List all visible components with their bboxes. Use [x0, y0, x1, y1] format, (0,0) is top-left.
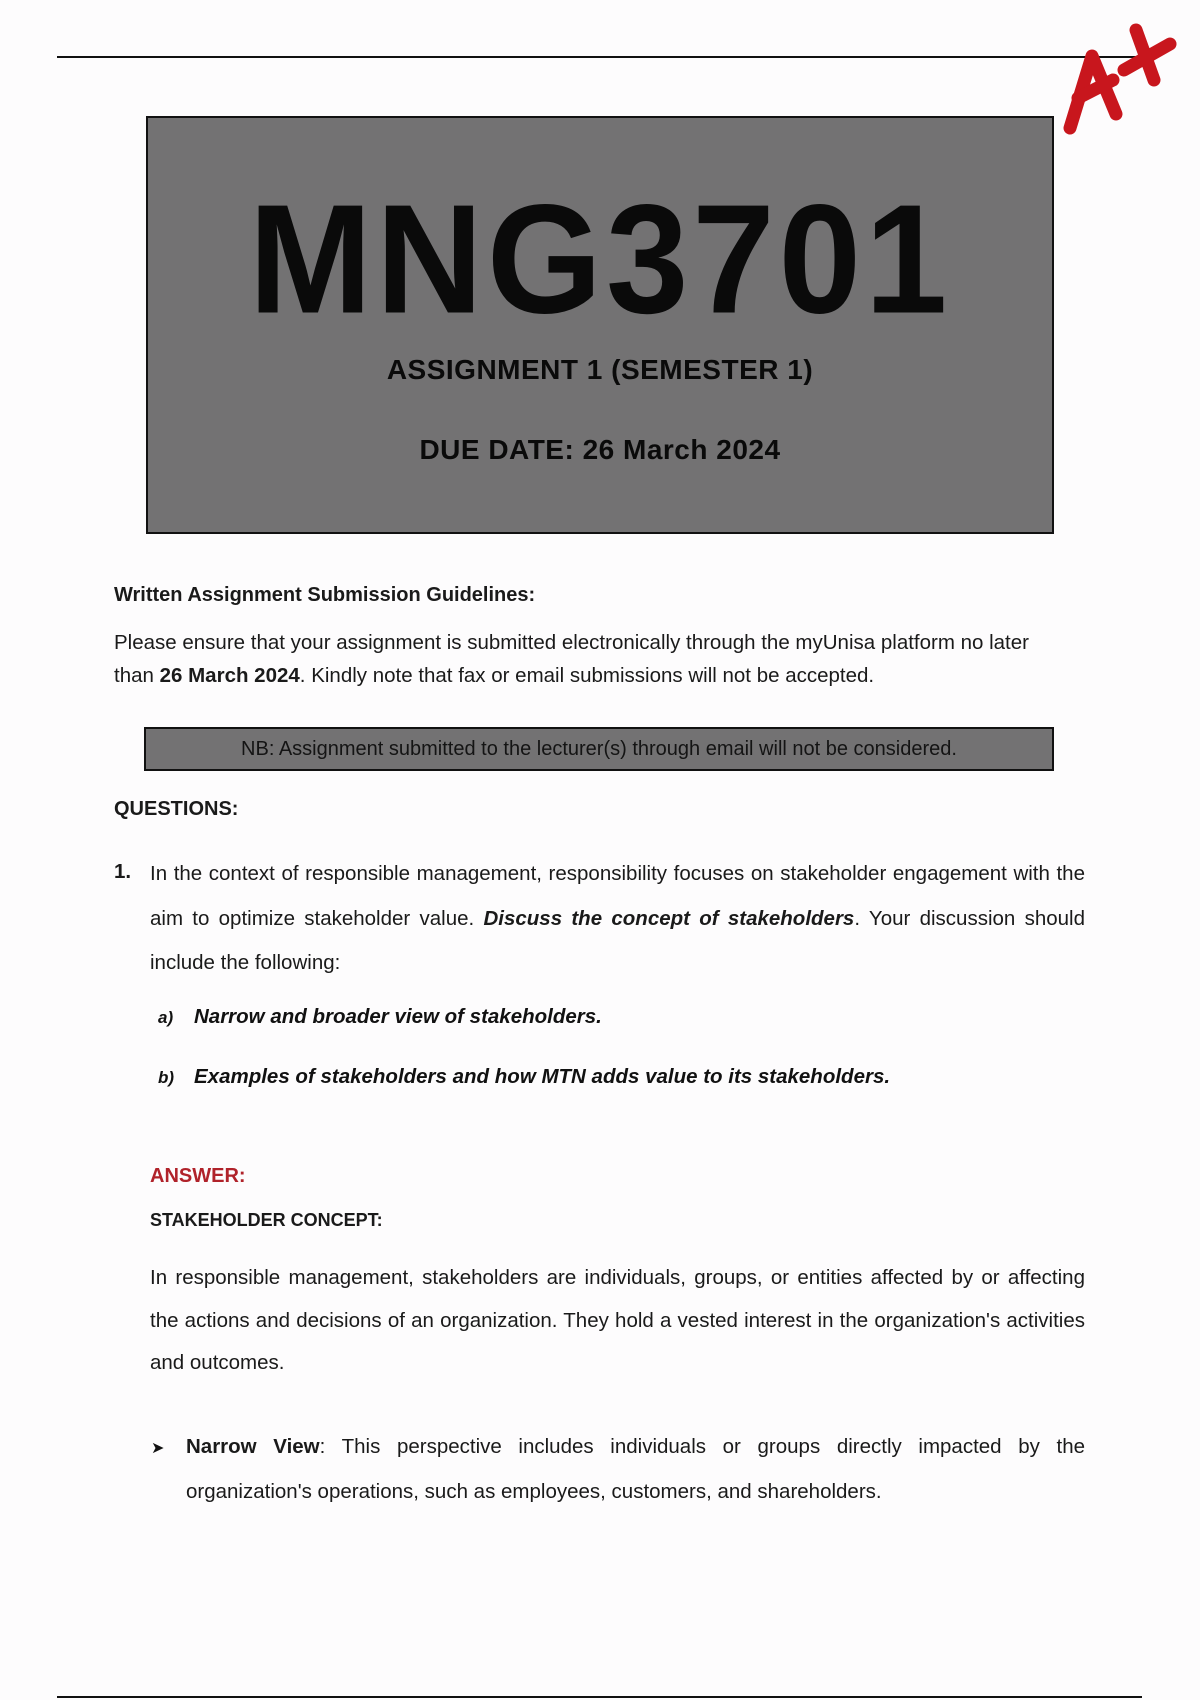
guidelines-body: [114, 626, 1074, 692]
course-code: MNG3701: [248, 172, 952, 347]
sub-question-a: [158, 1005, 602, 1029]
sub-question-b-label: b): [158, 1068, 175, 1087]
bottom-rule: [57, 1696, 1142, 1698]
top-rule: [57, 56, 1142, 58]
assignment-title: ASSIGNMENT 1 (SEMESTER 1): [386, 354, 814, 385]
answer-label: ANSWER:: [150, 1165, 246, 1187]
concept-body: In responsible management, stakeholders are individuals, groups, or entities affected by or affecting the actions and decisions of an organization. They hold a vested interest in the organization's activities and outcomes.: [150, 1266, 1085, 1374]
bullet-text: : This perspective includes individuals or groups directly impacted by the organization's operations, such as employees, customers, and shareholders.: [186, 1435, 1086, 1503]
question-text: [150, 852, 1085, 986]
guidelines-text-end: . Kindly note that fax or email submissions will not be accepted.: [299, 664, 875, 687]
questions-title: QUESTIONS:: [114, 798, 239, 820]
guidelines-title: Written Assignment Submission Guidelines:: [114, 584, 536, 606]
sub-question-a-label: a): [158, 1008, 174, 1027]
sub-question-a-text: Narrow and broader view of stakeholders.: [194, 1005, 602, 1028]
cover-block: [146, 116, 1054, 534]
due-date: DUE DATE: 26 March 2024: [419, 434, 781, 465]
grade-stamp: [1058, 18, 1188, 138]
question-text-end: . Your discussion should include the following:: [150, 906, 1085, 974]
question-emphasis: Discuss the concept of stakeholders: [483, 906, 855, 930]
guidelines-date: 26 March 2024: [159, 664, 300, 687]
sub-question-b: [158, 1065, 890, 1089]
bullet-term: Narrow View: [186, 1435, 320, 1458]
arrow-bullet-icon: ➤: [151, 1440, 165, 1457]
sub-question-b-text: Examples of stakeholders and how MTN adds value to its stakeholders.: [194, 1065, 891, 1088]
guidelines-text: Please ensure that your assignment is submitted electronically through the myUnisa platform no later than: [114, 631, 1029, 687]
question-number: 1.: [114, 860, 132, 883]
nb-notice: NB: Assignment submitted to the lecturer(s) through email will not be considered.: [144, 727, 1054, 771]
question-text-start: In the context of responsible management, responsibility focuses on stakeholder engagement with the aim to optimize stakeholder value.: [150, 862, 1085, 930]
narrow-view-bullet: [186, 1425, 1085, 1514]
concept-title: STAKEHOLDER CONCEPT:: [150, 1210, 383, 1230]
